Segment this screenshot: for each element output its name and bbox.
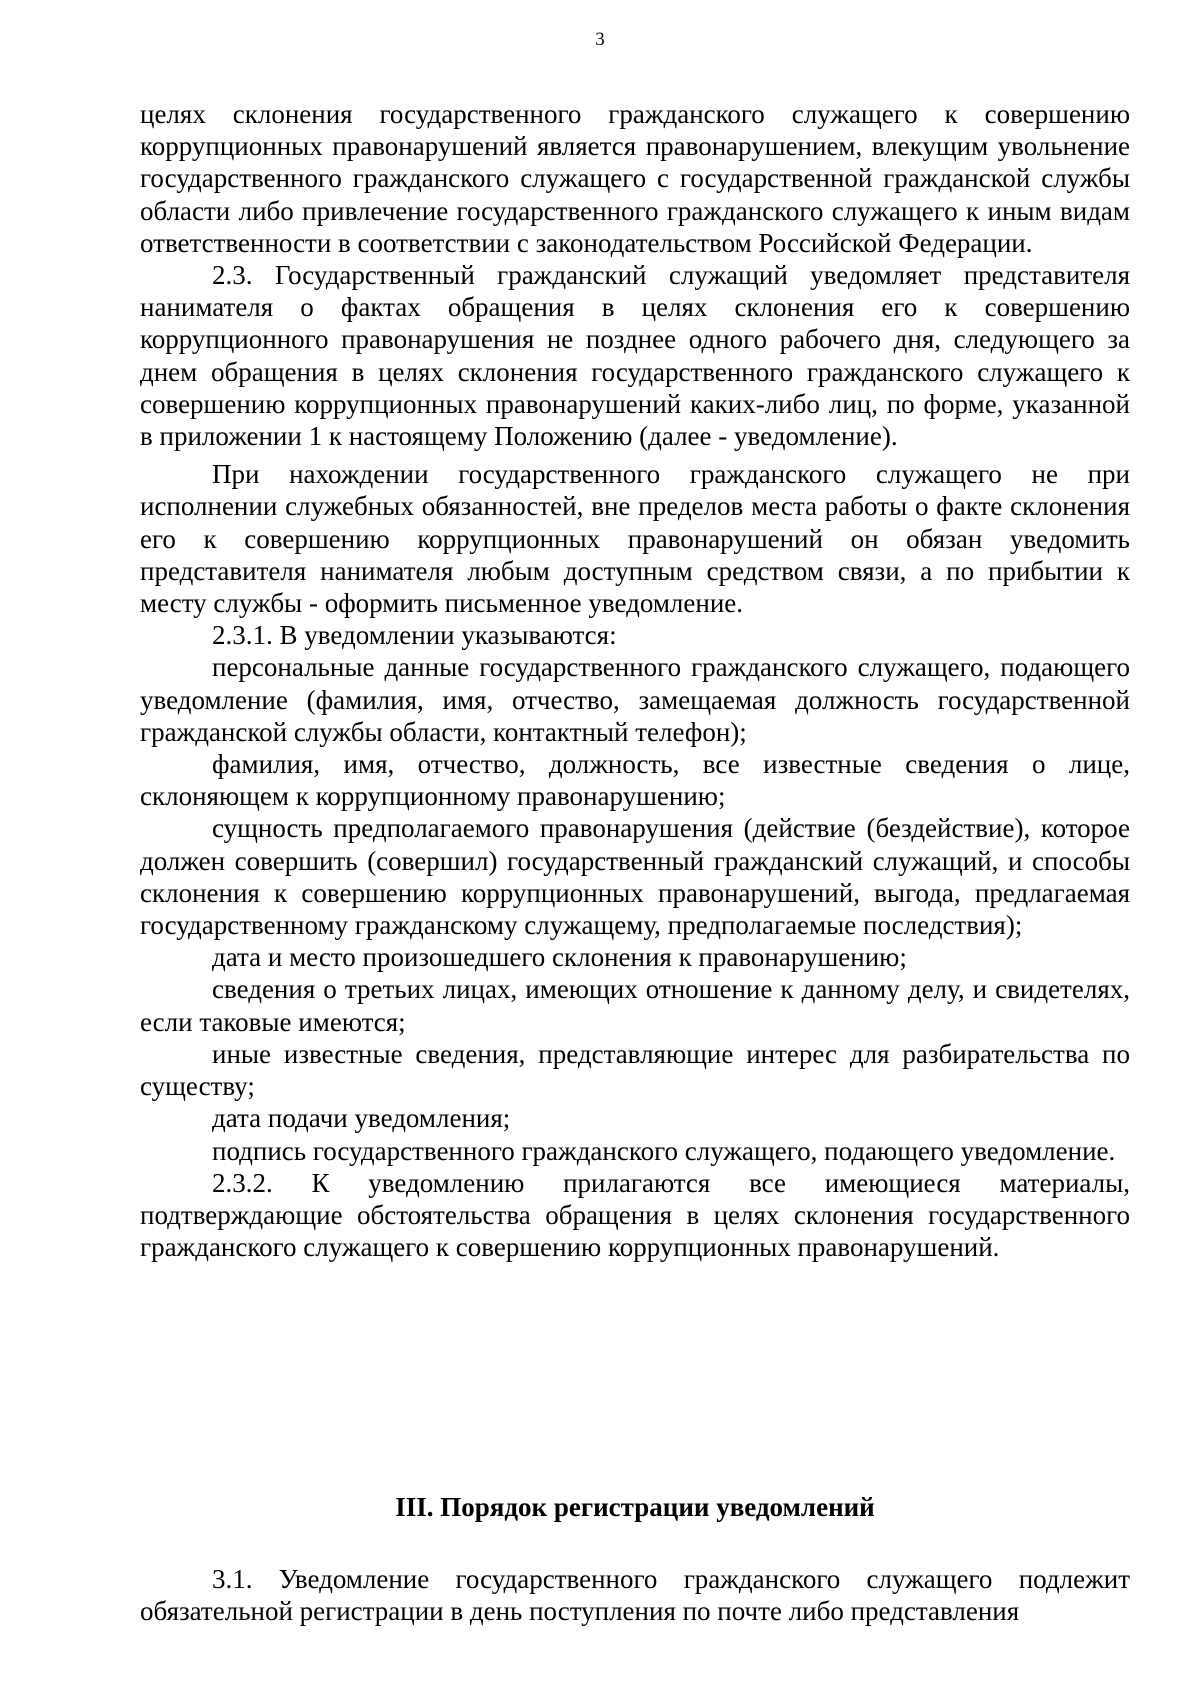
list-item-submission-date: дата подачи уведомления;	[212, 1103, 511, 1134]
list-item-third-parties: сведения о третьих лицах, имеющих отношение к данному делу, и свидетелях, если таковые имеются;	[140, 974, 1130, 1037]
list-item-inducing-person: фамилия, имя, отчество, должность, все известные сведения о лице, склоняющем к коррупционному правонарушению;	[140, 749, 1130, 812]
paragraph-3-1: 3.1. Уведомление государственного гражданского служащего подлежит обязательной регистрации в день поступления по почте либо представления	[140, 1564, 1130, 1627]
paragraph-2-3: 2.3. Государственный гражданский служащий уведомляет представителя нанимателя о фактах обращения в целях склонения его к совершению коррупционного правонарушения не позднее одного рабочего дня, следующего за днем обращения в целях склонения государственного гражданского служащего к совершению коррупционных правонарушений каких-либо лиц, по форме, указанной в приложении 1 к настоящему Положению (далее - уведомление).	[140, 260, 1130, 452]
list-item-signature: подпись государственного гражданского служащего, подающего уведомление.	[212, 1135, 1116, 1166]
document-body	[140, 98, 1130, 1263]
paragraph-2-3-1: 2.3.1. В уведомлении указываются:	[212, 620, 617, 651]
paragraph-continuation: целях склонения государственного гражданского служащего к совершению коррупционных правонарушений является правонарушением, влекущим увольнение государственного гражданского служащего с государственной гражданской службы области либо привлечение государственного гражданского служащего к иным видам ответственности в соответствии с законодательством Российской Федерации.	[140, 99, 1130, 258]
list-item-offense-essence: сущность предполагаемого правонарушения (действие (бездействие), которое должен совершить (совершил) государственный гражданский служащий, и способы склонения к совершению коррупционных правонарушений, выгода, предлагаемая государственному гражданскому служащему, предполагаемые последствия);	[140, 813, 1130, 941]
page-number: 3	[595, 29, 605, 50]
section-heading: III. Порядок регистрации уведомлений	[395, 1492, 875, 1522]
list-item-other-info: иные известные сведения, представляющие интерес для разбирательства по существу;	[140, 1038, 1130, 1102]
paragraph-notification-outside-work: При нахождении государственного гражданского служащего не при исполнении служебных обязанностей, вне пределов места работы о факте склонения его к совершению коррупционных правонарушений он обязан уведомить представителя нанимателя любым доступным средством связи, а по прибытии к месту службы - оформить письменное уведомление.	[140, 459, 1130, 619]
list-item-date-place: дата и место произошедшего склонения к правонарушению;	[212, 942, 907, 973]
list-item-personal-data: персональные данные государственного гражданского служащего, подающего уведомление (фамилия, имя, отчество, замещаемая должность государственной гражданской службы области, контактный телефон);	[140, 652, 1130, 747]
section-body	[140, 1563, 1130, 1627]
paragraph-2-3-2: 2.3.2. К уведомлению прилагаются все имеющиеся материалы, подтверждающие обстоятельства обращения в целях склонения государственного гражданского служащего к совершению коррупционных правонарушений.	[140, 1167, 1130, 1263]
